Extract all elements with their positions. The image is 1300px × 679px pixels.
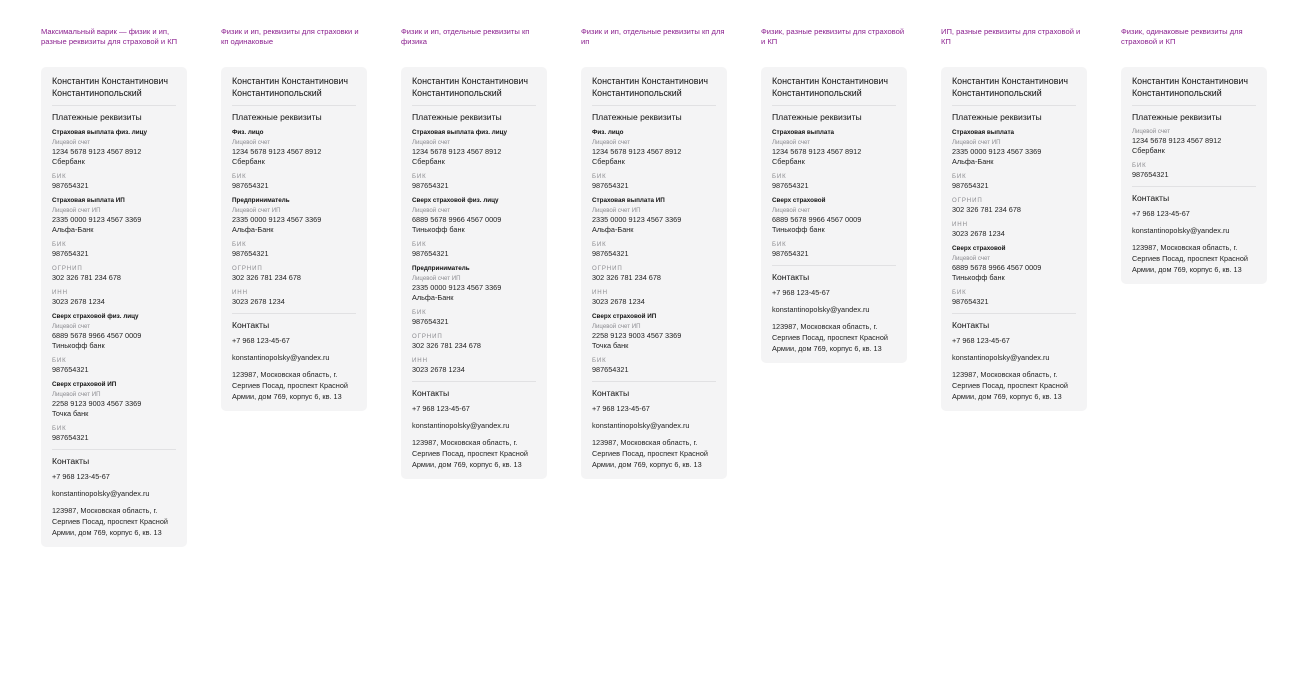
bik-value: 987654321 [52,365,89,374]
variant-column [41,27,187,547]
requisites-body [232,139,356,191]
requisites-group-title: Страховая выплата [952,129,1015,136]
account-number: 1234 5678 9123 4567 8912 [592,147,682,156]
requisites-body [412,207,536,259]
phone-number: +7 968 123-45-67 [952,336,1010,345]
requisites-group-title: Сверх страховой ИП [592,313,657,320]
requisites-group [592,312,716,375]
account-label: Лицевой счет [412,139,450,146]
contacts-section-title: Контакты [952,320,990,330]
requisites-group [592,196,716,307]
bank-name: Альфа-Банк [592,225,634,234]
bik-label: БИК [1132,162,1147,169]
requisites-group [592,128,716,191]
ogrnip-label: ОГРНИП [412,333,443,340]
variant-caption: Физик и ип, отдельные реквизиты кп физика [401,27,530,46]
postal-address: 123987, Московская область, г. Сергиев Посад, проспект Красной Армии, дом 769, корпус 6, кв. 13 [412,438,528,469]
email-address: konstantinopolsky@yandex.ru [52,488,150,498]
account-number: 2335 0000 9123 4567 3369 [412,283,502,292]
owner-name: Константин Константинович Константинопольский [232,76,349,98]
email-address: konstantinopolsky@yandex.ru [772,304,870,314]
bank-name: Тинькофф банк [412,225,465,234]
owner-name: Константин Константинович Константинопольский [952,76,1069,98]
account-number: 1234 5678 9123 4567 8912 [52,147,142,156]
requisites-body [52,207,176,307]
requisites-body [952,139,1076,239]
account-number: 2258 9123 9003 4567 3369 [592,331,682,340]
bank-name: Тинькофф банк [952,273,1005,282]
contacts-section-title: Контакты [592,388,630,398]
variant-column [761,27,907,363]
ogrnip-label: ОГРНИП [52,265,83,272]
postal-address: 123987, Московская область, г. Сергиев Посад, проспект Красной Армии, дом 769, корпус 6, кв. 13 [232,370,348,401]
account-number: 1234 5678 9123 4567 8912 [1132,136,1222,145]
requisites-group-title: Сверх страховой ИП [52,381,117,388]
contacts-section-title: Контакты [1132,193,1170,203]
requisites-body [1132,128,1256,180]
profile-card [221,67,367,411]
email-address: konstantinopolsky@yandex.ru [1132,225,1230,235]
divider [232,313,356,314]
profile-card [1121,67,1267,284]
bank-name: Тинькофф банк [772,225,825,234]
requisites-group-title: Предприниматель [232,197,290,204]
requisites-body [52,323,176,375]
requisites-group-title: Страховая выплата физ. лицу [412,129,508,136]
email-address: konstantinopolsky@yandex.ru [412,420,510,430]
contacts-section-title: Контакты [412,388,450,398]
ogrnip-value: 302 326 781 234 678 [232,273,301,282]
ogrnip-label: ОГРНИП [592,265,623,272]
profile-card [941,67,1087,411]
ogrnip-value: 302 326 781 234 678 [52,273,121,282]
phone-number: +7 968 123-45-67 [1132,209,1190,218]
bank-name: Точка банк [52,409,89,418]
requisites-group [952,244,1076,307]
ogrnip-label: ОГРНИП [952,197,983,204]
profile-card [581,67,727,479]
account-number: 6889 5678 9966 4567 0009 [952,263,1042,272]
divider [772,105,896,106]
account-label: Лицевой счет ИП [232,207,281,214]
requisites-group [232,196,356,307]
bik-value: 987654321 [412,317,449,326]
variant-caption: ИП, разные реквизиты для страховой и КП [941,27,1081,46]
requisites-group [772,128,896,191]
bik-value: 987654321 [52,181,89,190]
bik-value: 987654321 [412,181,449,190]
divider [952,105,1076,106]
variant-caption: Физик, одинаковые реквизиты для страховой и КП [1121,27,1243,46]
bank-name: Альфа-Банк [412,293,454,302]
payment-section-title: Платежные реквизиты [592,112,682,122]
bik-value: 987654321 [952,181,989,190]
phone-number: +7 968 123-45-67 [592,404,650,413]
requisites-group [412,196,536,259]
email-address: konstantinopolsky@yandex.ru [592,420,690,430]
contacts-section-title: Контакты [232,320,270,330]
bank-name: Сбербанк [412,157,445,166]
bik-value: 987654321 [412,249,449,258]
requisites-group-title: Сверх страховой [952,245,1006,252]
inn-value: 3023 2678 1234 [592,297,645,306]
account-number: 6889 5678 9966 4567 0009 [52,331,142,340]
variant-caption: Физик, разные реквизиты для страховой и КП [761,27,905,46]
inn-label: ИНН [232,289,248,296]
requisites-group [52,196,176,307]
bik-value: 987654321 [232,249,269,258]
requisites-group [52,312,176,375]
bik-label: БИК [952,173,967,180]
variant-column [581,27,727,479]
requisites-group-title: Физ. лицо [592,129,624,136]
bik-label: БИК [232,241,247,248]
account-label: Лицевой счет [412,207,450,214]
variant-caption: Максимальный варик — физик и ип, разные реквизиты для страховой и КП [41,27,178,46]
phone-number: +7 968 123-45-67 [412,404,470,413]
account-label: Лицевой счет ИП [592,323,641,330]
inn-label: ИНН [412,357,428,364]
payment-section-title: Платежные реквизиты [52,112,142,122]
bik-value: 987654321 [52,249,89,258]
account-label: Лицевой счет [772,139,810,146]
postal-address: 123987, Московская область, г. Сергиев Посад, проспект Красной Армии, дом 769, корпус 6, кв. 13 [592,438,708,469]
bik-value: 987654321 [592,181,629,190]
requisites-group [412,264,536,375]
requisites-body [592,139,716,191]
requisites-body [232,207,356,307]
inn-label: ИНН [52,289,68,296]
requisites-group [772,196,896,259]
postal-address: 123987, Московская область, г. Сергиев Посад, проспект Красной Армии, дом 769, корпус 6, кв. 13 [772,322,888,353]
account-number: 1234 5678 9123 4567 8912 [772,147,862,156]
bik-value: 987654321 [592,249,629,258]
divider [952,313,1076,314]
inn-label: ИНН [952,221,968,228]
postal-address: 123987, Московская область, г. Сергиев Посад, проспект Красной Армии, дом 769, корпус 6, кв. 13 [952,370,1068,401]
bik-label: БИК [412,173,427,180]
payment-section-title: Платежные реквизиты [1132,112,1222,122]
ogrnip-label: ОГРНИП [232,265,263,272]
profile-card [41,67,187,547]
requisites-group [52,380,176,443]
bank-name: Сбербанк [592,157,625,166]
account-label: Лицевой счет [52,323,90,330]
payment-section-title: Платежные реквизиты [952,112,1042,122]
bik-label: БИК [412,241,427,248]
bank-name: Тинькофф банк [52,341,105,350]
bik-label: БИК [592,173,607,180]
requisites-group-title: Предприниматель [412,265,470,272]
inn-value: 3023 2678 1234 [952,229,1005,238]
contacts-section-title: Контакты [52,456,90,466]
bik-label: БИК [52,425,67,432]
ogrnip-value: 302 326 781 234 678 [952,205,1021,214]
contacts-section-title: Контакты [772,272,810,282]
bik-label: БИК [52,357,67,364]
requisites-group-title: Страховая выплата ИП [592,197,665,204]
requisites-group-title: Физ. лицо [232,129,264,136]
bank-name: Сбербанк [772,157,805,166]
requisites-group-title: Страховая выплата ИП [52,197,125,204]
variant-column [401,27,547,479]
account-label: Лицевой счет ИП [52,207,101,214]
postal-address: 123987, Московская область, г. Сергиев Посад, проспект Красной Армии, дом 769, корпус 6, кв. 13 [52,506,168,537]
bik-value: 987654321 [592,365,629,374]
account-label: Лицевой счет [52,139,90,146]
divider [592,381,716,382]
inn-label: ИНН [592,289,608,296]
payment-section-title: Платежные реквизиты [232,112,322,122]
divider [52,449,176,450]
bik-label: БИК [232,173,247,180]
phone-number: +7 968 123-45-67 [772,288,830,297]
email-address: konstantinopolsky@yandex.ru [952,352,1050,362]
bik-label: БИК [592,241,607,248]
email-address: konstantinopolsky@yandex.ru [232,352,330,362]
requisites-group-title: Страховая выплата [772,129,835,136]
divider [1132,105,1256,106]
bank-name: Альфа-Банк [52,225,94,234]
divider [592,105,716,106]
account-number: 2335 0000 9123 4567 3369 [592,215,682,224]
requisites-group [1132,128,1256,180]
account-label: Лицевой счет [232,139,270,146]
bik-value: 987654321 [232,181,269,190]
payment-section-title: Платежные реквизиты [412,112,502,122]
variant-column [941,27,1087,411]
inn-value: 3023 2678 1234 [52,297,105,306]
requisites-body [772,139,896,191]
variant-column [221,27,367,411]
owner-name: Константин Константинович Константинопольский [412,76,529,98]
phone-number: +7 968 123-45-67 [232,336,290,345]
bank-name: Альфа-Банк [952,157,994,166]
account-number: 2335 0000 9123 4567 3369 [952,147,1042,156]
bank-name: Сбербанк [232,157,265,166]
owner-name: Константин Константинович Константинопольский [1132,76,1249,98]
variant-caption: Физик и ип, отдельные реквизиты кп для ип [581,27,725,46]
bik-label: БИК [52,173,67,180]
variant-column [1121,27,1267,284]
bik-label: БИК [952,289,967,296]
profile-card [761,67,907,363]
requisites-group [52,128,176,191]
requisites-body [52,139,176,191]
account-label: Лицевой счет ИП [52,391,101,398]
account-number: 1234 5678 9123 4567 8912 [232,147,322,156]
requisites-body [412,275,536,375]
ogrnip-value: 302 326 781 234 678 [592,273,661,282]
divider [232,105,356,106]
requisites-group [232,128,356,191]
profile-card [401,67,547,479]
account-number: 6889 5678 9966 4567 0009 [412,215,502,224]
bik-value: 987654321 [52,433,89,442]
requisites-group-title: Страховая выплата физ. лицу [52,129,148,136]
bik-value: 987654321 [772,181,809,190]
divider [52,105,176,106]
owner-name: Константин Константинович Константинопольский [592,76,709,98]
bik-label: БИК [772,241,787,248]
account-number: 1234 5678 9123 4567 8912 [412,147,502,156]
requisites-body [952,255,1076,307]
bik-value: 987654321 [772,249,809,258]
divider [412,105,536,106]
requisites-group-title: Сверх страховой физ. лицу [412,197,499,204]
owner-name: Константин Константинович Константинопольский [772,76,889,98]
requisites-body [592,207,716,307]
bik-label: БИК [772,173,787,180]
account-label: Лицевой счет ИП [952,139,1001,146]
bik-value: 987654321 [952,297,989,306]
account-label: Лицевой счет [1132,128,1170,135]
account-label: Лицевой счет ИП [412,275,461,282]
inn-value: 3023 2678 1234 [232,297,285,306]
inn-value: 3023 2678 1234 [412,365,465,374]
bank-name: Альфа-Банк [232,225,274,234]
variant-caption: Физик и ип, реквизиты для страховки и кп одинаковые [221,27,359,46]
bik-label: БИК [592,357,607,364]
divider [1132,186,1256,187]
requisites-body [592,323,716,375]
divider [772,265,896,266]
bank-name: Сбербанк [52,157,85,166]
ogrnip-value: 302 326 781 234 678 [412,341,481,350]
requisites-group [412,128,536,191]
bik-label: БИК [52,241,67,248]
account-number: 2335 0000 9123 4567 3369 [232,215,322,224]
payment-section-title: Платежные реквизиты [772,112,862,122]
account-label: Лицевой счет [772,207,810,214]
divider [412,381,536,382]
bik-label: БИК [412,309,427,316]
account-number: 6889 5678 9966 4567 0009 [772,215,862,224]
requisites-group-title: Сверх страховой [772,197,826,204]
requisites-group-title: Сверх страховой физ. лицу [52,313,139,320]
bank-name: Точка банк [592,341,629,350]
account-label: Лицевой счет ИП [592,207,641,214]
requisites-body [52,391,176,443]
owner-name: Константин Константинович Константинопольский [52,76,169,98]
requisites-body [412,139,536,191]
postal-address: 123987, Московская область, г. Сергиев Посад, проспект Красной Армии, дом 769, корпус 6, кв. 13 [1132,243,1248,274]
account-label: Лицевой счет [952,255,990,262]
account-label: Лицевой счет [592,139,630,146]
requisites-body [772,207,896,259]
account-number: 2335 0000 9123 4567 3369 [52,215,142,224]
requisites-group [952,128,1076,239]
bik-value: 987654321 [1132,170,1169,179]
bank-name: Сбербанк [1132,146,1165,155]
account-number: 2258 9123 9003 4567 3369 [52,399,142,408]
phone-number: +7 968 123-45-67 [52,472,110,481]
